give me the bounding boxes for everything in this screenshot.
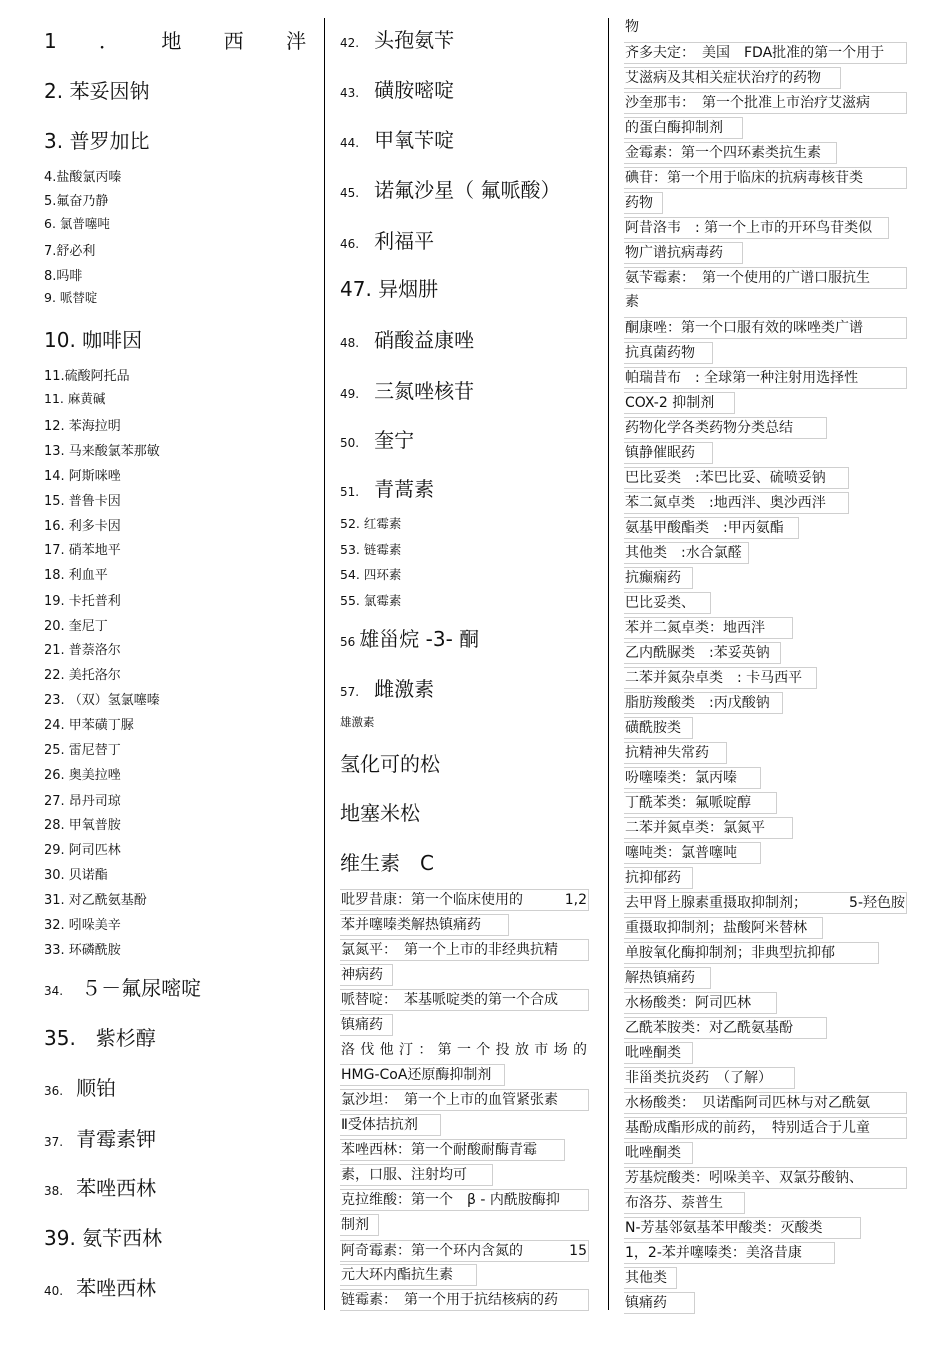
note-line: 药物 (624, 192, 663, 214)
note-line: 镇痛药 (340, 1014, 393, 1036)
drug-item: 55. 氯霉素 (340, 593, 402, 608)
note-line: 芳基烷酸类：吲哚美辛、双氯芬酸钠、 (624, 1167, 907, 1189)
drug-item: 1 ． 地 西 泮 (44, 29, 306, 53)
drug-item: 16. 利多卡因 (44, 519, 121, 534)
note-line: 抗精神失常药 (624, 742, 727, 764)
note-line: 其他类 (624, 1267, 677, 1289)
note-line: 碘苷：第一个用于临床的抗病毒核苷类 (624, 167, 907, 189)
note-line: 1，2-苯并噻嗪类：美洛昔康 (624, 1242, 835, 1264)
note-line: 二苯并氮卓类：氯氮平 (624, 817, 793, 839)
note-line: 抗癫痫药 (624, 567, 693, 589)
drug-item: 20. 奎尼丁 (44, 619, 108, 634)
drug-item: 39. 氨苄西林 (44, 1226, 163, 1250)
drug-item: 32. 吲哚美辛 (44, 918, 121, 933)
drug-item: 52. 红霉素 (340, 516, 402, 531)
note-line: 吩噻嗪类：氯丙嗪 (624, 767, 761, 789)
note-line: 重摄取抑制剂；盐酸阿米替林 (624, 917, 823, 939)
note-line: 去甲肾上腺素重摄取抑制剂； 5-羟色胺 (624, 892, 907, 914)
note-line: 克拉维酸：第一个 β - 内酰胺酶抑 (340, 1189, 589, 1211)
drug-item: 17. 硝苯地平 (44, 543, 121, 558)
drug-item: 57. 雌激素 (340, 677, 435, 701)
note-line: 神病药 (340, 964, 393, 986)
note-line: 酮康唑：第一个口服有效的咪唑类广谱 (624, 317, 907, 339)
note-line: 镇静催眠药 (624, 442, 713, 464)
note-line: COX-2 抑制剂 (624, 392, 735, 414)
note-line: 水杨酸类：阿司匹林 (624, 992, 777, 1014)
note-line: 物 (625, 19, 639, 35)
drug-item: 56 雄甾烷 -3- 酮 (340, 627, 480, 651)
drug-item: 29. 阿司匹林 (44, 843, 121, 858)
note-line: 镇痛药 (624, 1292, 695, 1314)
note-line: 苯并二氮卓类：地西泮 (624, 617, 793, 639)
note-line: 阿昔洛韦 : 第一个上市的开环鸟苷类似 (624, 217, 889, 239)
note-line: 其他类 :水合氯醛 (624, 542, 749, 564)
drug-item: 49. 三氮唑核苷 (340, 379, 475, 403)
note-line: 苯二氮卓类 :地西泮、奥沙西泮 (624, 492, 849, 514)
note-line: 吡罗昔康：第一个临床使用的 1,2 (340, 889, 589, 911)
note-line: 药物化学各类药物分类总结 (624, 417, 827, 439)
note-line: 苯唑西林：第一个耐酸耐酶青霉 (340, 1139, 565, 1161)
note-line: 齐多夫定： 美国 FDA批准的第一个用于 (624, 42, 907, 64)
note-line: 解热镇痛药 (624, 967, 711, 989)
note-line: 巴比妥类 :苯巴比妥、硫喷妥钠 (624, 467, 849, 489)
drug-item: 50. 奎宁 (340, 428, 415, 452)
drug-item: 13. 马来酸氯苯那敏 (44, 444, 160, 459)
note-line: 哌替啶： 苯基哌啶类的第一个合成 (340, 989, 589, 1011)
drug-item: 雄激素 (340, 715, 375, 729)
drug-item: 46. 利福平 (340, 229, 435, 253)
note-line: 吡唑酮类 (624, 1142, 693, 1164)
note-line: 布洛芬、萘普生 (624, 1192, 745, 1214)
drug-item: 12. 苯海拉明 (44, 419, 121, 434)
note-line: 丁酰苯类：氟哌啶醇 (624, 792, 777, 814)
note-line: 磺酰胺类 (624, 717, 693, 739)
note-line: 吡唑酮类 (624, 1042, 693, 1064)
drug-item: 23. （双）氢氯噻嗪 (44, 693, 160, 708)
note-line: 帕瑞昔布 : 全球第一种注射用选择性 (624, 367, 907, 389)
note-line: 氯沙坦： 第一个上市的血管紧张素 (340, 1089, 589, 1111)
note-line: N-芳基邻氨基苯甲酸类：灭酸类 (624, 1217, 861, 1239)
drug-item: 9. 哌替啶 (44, 290, 98, 305)
column-divider-left (324, 18, 325, 1310)
drug-item: 36. 顺铂 (44, 1076, 117, 1100)
note-line: 沙奎那韦： 第一个批准上市治疗艾滋病 (624, 92, 907, 114)
drug-item: 30. 贝诺酯 (44, 868, 108, 883)
drug-item: 15. 普鲁卡因 (44, 494, 121, 509)
drug-item: 地塞米松 (340, 801, 420, 825)
drug-item: 8.吗啡 (44, 269, 83, 284)
note-line: 元大环内酯抗生素 (340, 1264, 477, 1286)
drug-item: 42. 头孢氨苄 (340, 28, 455, 52)
note-line: 金霉素：第一个四环素类抗生素 (624, 142, 837, 164)
drug-item: 6. 氯普噻吨 (44, 216, 110, 231)
drug-item: 27. 昂丹司琼 (44, 794, 121, 809)
drug-item: 31. 对乙酰氨基酚 (44, 893, 147, 908)
note-line: 噻吨类：氯普噻吨 (624, 842, 761, 864)
drug-item: 53. 链霉素 (340, 542, 402, 557)
note-line: 氯氮平： 第一个上市的非经典抗精 (340, 939, 589, 961)
note-line: 单胺氧化酶抑制剂；非典型抗抑郁 (624, 942, 879, 964)
drug-item: 11. 麻黄碱 (44, 391, 106, 406)
drug-item: 18. 利血平 (44, 568, 108, 583)
drug-item: 38. 苯唑西林 (44, 1176, 157, 1200)
drug-item: 22. 美托洛尔 (44, 668, 121, 683)
note-line: 洛 伐 他 汀 ： 第 一 个 投 放 市 场 的 (341, 1042, 587, 1058)
drug-item: 48. 硝酸益康唑 (340, 328, 475, 352)
note-line: 的蛋白酶抑制剂 (624, 117, 743, 139)
note-line: 氨基甲酸酯类 :甲丙氨酯 (624, 517, 799, 539)
drug-item: 44. 甲氧苄啶 (340, 128, 455, 152)
drug-item: 7.舒必利 (44, 244, 96, 259)
note-line: HMG-CoA还原酶抑制剂 (340, 1064, 505, 1086)
drug-item: 24. 甲苯磺丁脲 (44, 718, 134, 733)
drug-item: 45. 诺氟沙星（ 氟哌酸） (340, 178, 561, 202)
drug-item: 37. 青霉素钾 (44, 1127, 157, 1151)
note-line: 水杨酸类： 贝诺酯阿司匹林与对乙酰氨 (624, 1092, 907, 1114)
note-line: 苯并噻嗪类解热镇痛药 (340, 914, 509, 936)
note-line: 乙内酰脲类 :苯妥英钠 (624, 642, 781, 664)
note-line: 素，口服、注射均可 (340, 1164, 493, 1186)
drug-item: 14. 阿斯咪唑 (44, 469, 121, 484)
note-line: 链霉素： 第一个用于抗结核病的药 (340, 1289, 589, 1311)
drug-item: 34. ５－氟尿嘧啶 (44, 976, 202, 1000)
note-line: 巴比妥类、 (624, 592, 711, 614)
note-line: 基酚成酯形成的前药， 特别适合于儿童 (624, 1117, 907, 1139)
note-line: 抗抑郁药 (624, 867, 693, 889)
drug-item: 11.硫酸阿托品 (44, 369, 130, 384)
note-line: 非甾类抗炎药 （了解） (624, 1067, 795, 1089)
note-line: 二苯并氮杂卓类 : 卡马西平 (624, 667, 817, 689)
note-line: 物广谱抗病毒药 (624, 242, 743, 264)
column-divider-right (608, 18, 609, 1310)
drug-item: 21. 普萘洛尔 (44, 643, 121, 658)
drug-item: 40. 苯唑西林 (44, 1276, 157, 1300)
drug-item: 氢化可的松 (340, 752, 440, 776)
note-line: 脂肪羧酸类 :丙戊酸钠 (624, 692, 783, 714)
drug-item: 2. 苯妥因钠 (44, 79, 150, 103)
drug-item: 10. 咖啡因 (44, 328, 143, 352)
drug-item: 3. 普罗加比 (44, 129, 150, 153)
drug-item: 25. 雷尼替丁 (44, 743, 121, 758)
note-line: Ⅱ受体拮抗剂 (340, 1114, 441, 1136)
note-line: 抗真菌药物 (624, 342, 713, 364)
drug-item: 19. 卡托普利 (44, 594, 121, 609)
drug-item: 54. 四环素 (340, 567, 402, 582)
drug-item: 33. 环磷酰胺 (44, 943, 121, 958)
drug-item: 26. 奥美拉唑 (44, 768, 121, 783)
drug-item: 35. 紫杉醇 (44, 1026, 156, 1050)
drug-item: 43. 磺胺嘧啶 (340, 78, 455, 102)
note-line: 阿奇霉素：第一个环内含氮的 15 (340, 1240, 589, 1262)
drug-item: 5.氟奋乃静 (44, 194, 109, 209)
note-line: 乙酰苯胺类：对乙酰氨基酚 (624, 1017, 827, 1039)
drug-item: 维生素 C (340, 851, 434, 875)
drug-item: 4.盐酸氯丙嗪 (44, 170, 122, 185)
drug-item: 51. 青蒿素 (340, 477, 435, 501)
note-line: 艾滋病及其相关症状治疗的药物 (624, 67, 841, 89)
note-line: 氨苄霉素： 第一个使用的广谱口服抗生 (624, 267, 907, 289)
drug-item: 28. 甲氧普胺 (44, 818, 121, 833)
note-line: 制剂 (340, 1214, 379, 1236)
note-line: 素 (625, 294, 639, 310)
drug-item: 47. 异烟肼 (340, 277, 439, 301)
